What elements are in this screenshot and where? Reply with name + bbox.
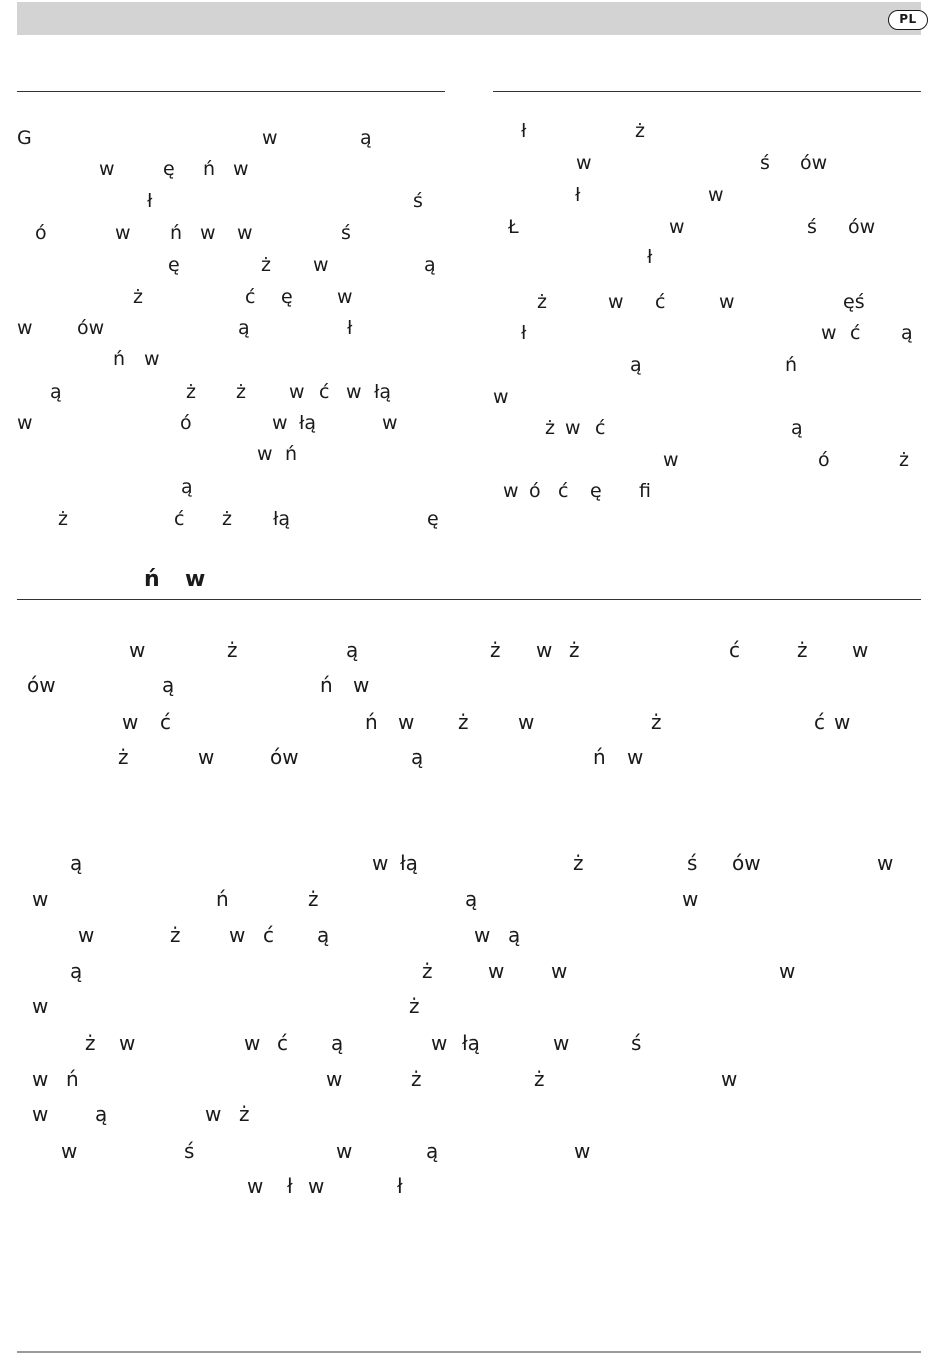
section-heading — [17, 567, 417, 592]
text-fragment: w — [326, 1067, 343, 1091]
text-fragment: w — [257, 443, 273, 465]
text-fragment: w — [682, 887, 699, 911]
text-fragment: ż — [133, 286, 143, 308]
text-fragment: w — [663, 449, 679, 471]
text-fragment: ż — [85, 1031, 96, 1055]
text-fragment: ą — [162, 673, 175, 697]
text-fragment: ć — [277, 1031, 288, 1055]
text-fragment: ń — [66, 1067, 79, 1091]
text-fragment: w — [233, 158, 249, 180]
text-fragment: ś — [631, 1031, 642, 1055]
text-fragment: ą — [70, 959, 83, 983]
text-fragment: ć — [174, 508, 185, 530]
text-fragment: ć — [814, 710, 825, 734]
text-fragment: ą — [791, 417, 803, 439]
text-fragment: w — [518, 710, 535, 734]
text-fragment: w — [200, 222, 216, 244]
text-fragment: ń — [365, 710, 378, 734]
text-fragment: ż — [411, 1067, 422, 1091]
text-fragment: łą — [299, 412, 317, 434]
paragraph-2 — [17, 851, 921, 1203]
text-fragment: w — [353, 673, 370, 697]
text-fragment: ż — [537, 291, 547, 313]
text-fragment: w — [244, 1031, 261, 1055]
text-fragment: w — [289, 381, 305, 403]
text-fragment: ł — [521, 322, 527, 344]
text-fragment: ą — [360, 127, 372, 149]
text-fragment: ń — [170, 222, 183, 244]
text-fragment: ń — [593, 745, 606, 769]
text-fragment: ć — [319, 381, 330, 403]
text-fragment: w — [337, 286, 353, 308]
text-fragment: w — [576, 152, 592, 174]
text-fragment: ó — [180, 412, 192, 434]
text-fragment: łą — [374, 381, 392, 403]
text-fragment: w — [32, 994, 49, 1018]
text-fragment: ż — [58, 508, 68, 530]
text-fragment: ż — [409, 994, 420, 1018]
text-fragment: w — [229, 923, 246, 947]
text-fragment: w — [627, 745, 644, 769]
text-fragment: ó — [818, 449, 830, 471]
text-fragment: w — [129, 638, 146, 662]
text-fragment: ów — [270, 745, 299, 769]
text-fragment: ń — [785, 354, 798, 376]
text-fragment: ł — [287, 1174, 293, 1198]
text-fragment: w — [313, 254, 329, 276]
left-column-rule — [17, 91, 445, 92]
section-rule — [17, 599, 921, 600]
text-fragment: w — [115, 222, 131, 244]
text-fragment: w — [61, 1139, 78, 1163]
text-fragment: ż — [239, 1102, 250, 1126]
footer-rule — [17, 1351, 921, 1353]
text-fragment: ą — [95, 1102, 108, 1126]
text-fragment: ą — [424, 254, 436, 276]
text-fragment: ż — [458, 710, 469, 734]
text-fragment: ó — [35, 222, 47, 244]
text-fragment: ż — [899, 449, 909, 471]
text-fragment: ą — [901, 322, 913, 344]
text-fragment: ć — [850, 322, 861, 344]
text-fragment: w — [503, 480, 519, 502]
text-fragment: w — [669, 216, 685, 238]
text-fragment: w — [17, 412, 33, 434]
text-fragment: ą — [508, 923, 521, 947]
text-fragment: ż — [227, 638, 238, 662]
text-fragment: w — [719, 291, 735, 313]
text-fragment: G — [17, 127, 32, 149]
text-fragment: ęś — [843, 291, 865, 313]
text-fragment: ą — [346, 638, 359, 662]
right-column-rule — [493, 91, 921, 92]
text-fragment: ą — [70, 851, 83, 875]
text-fragment: w — [144, 348, 160, 370]
text-fragment: w — [32, 1067, 49, 1091]
text-fragment: w — [32, 1102, 49, 1126]
text-fragment: łą — [462, 1031, 480, 1055]
text-fragment: w — [398, 710, 415, 734]
text-fragment: w — [431, 1031, 448, 1055]
text-fragment: ś — [184, 1139, 195, 1163]
text-fragment: ą — [238, 317, 250, 339]
text-fragment: w — [382, 412, 398, 434]
text-fragment: ą — [50, 381, 62, 403]
text-fragment: ń — [216, 887, 229, 911]
text-fragment: ć — [729, 638, 740, 662]
text-fragment: w — [78, 923, 95, 947]
left-column-text — [17, 127, 445, 530]
text-fragment: łą — [273, 508, 291, 530]
text-fragment: w — [474, 923, 491, 947]
text-fragment: w — [372, 851, 389, 875]
text-fragment: ów — [848, 216, 876, 238]
text-fragment: ż — [422, 959, 433, 983]
text-fragment: ę — [281, 286, 293, 308]
text-fragment: ż — [186, 381, 196, 403]
text-fragment: w — [536, 638, 553, 662]
text-fragment: w — [834, 710, 851, 734]
text-fragment: w — [32, 887, 49, 911]
text-fragment: Ł — [508, 216, 519, 238]
text-fragment: ś — [687, 851, 698, 875]
text-fragment: w — [877, 851, 894, 875]
text-fragment: w — [708, 184, 724, 206]
text-fragment: ż — [236, 381, 246, 403]
text-fragment: ł — [397, 1174, 403, 1198]
text-fragment: ów — [732, 851, 761, 875]
text-fragment: w — [779, 959, 796, 983]
text-fragment: ć — [558, 480, 569, 502]
text-fragment: w — [336, 1139, 353, 1163]
text-fragment: ą — [630, 354, 642, 376]
text-fragment: ów — [27, 673, 56, 697]
text-fragment: ć — [655, 291, 666, 313]
text-fragment: w — [493, 386, 509, 408]
heading-fragment: w — [185, 567, 206, 592]
text-fragment: ą — [181, 476, 193, 498]
text-fragment: ś — [413, 190, 423, 212]
text-fragment: łą — [400, 851, 418, 875]
text-fragment: ę — [427, 508, 439, 530]
text-fragment: fi — [639, 480, 651, 502]
right-column-text — [493, 120, 921, 502]
text-fragment: ś — [760, 152, 770, 174]
text-fragment: w — [821, 322, 837, 344]
text-fragment: w — [346, 381, 362, 403]
text-fragment: ł — [575, 184, 581, 206]
text-fragment: ś — [807, 216, 817, 238]
text-fragment: ą — [317, 923, 330, 947]
text-fragment: ę — [168, 254, 180, 276]
text-fragment: w — [488, 959, 505, 983]
text-fragment: w — [122, 710, 139, 734]
paragraph-1 — [17, 638, 921, 770]
text-fragment: ł — [521, 120, 527, 142]
text-fragment: ż — [651, 710, 662, 734]
text-fragment: ż — [308, 887, 319, 911]
text-fragment: ć — [245, 286, 256, 308]
text-fragment: ą — [331, 1031, 344, 1055]
text-fragment: w — [247, 1174, 264, 1198]
text-fragment: ń — [113, 348, 126, 370]
text-fragment: ć — [595, 417, 606, 439]
text-fragment: ó — [529, 480, 541, 502]
text-fragment: ń — [285, 443, 298, 465]
text-fragment: ę — [590, 480, 602, 502]
text-fragment: ń — [203, 158, 216, 180]
text-fragment: ż — [170, 923, 181, 947]
text-fragment: ż — [534, 1067, 545, 1091]
text-fragment: w — [608, 291, 624, 313]
text-fragment: ż — [222, 508, 232, 530]
text-fragment: ż — [261, 254, 271, 276]
text-fragment: w — [99, 158, 115, 180]
text-fragment: w — [205, 1102, 222, 1126]
text-fragment: ł — [347, 317, 353, 339]
text-fragment: w — [272, 412, 288, 434]
text-fragment: ń — [320, 673, 333, 697]
text-fragment: ż — [490, 638, 501, 662]
text-fragment: ów — [77, 317, 105, 339]
text-fragment: ł — [147, 190, 153, 212]
text-fragment: ż — [545, 417, 555, 439]
text-fragment: ć — [263, 923, 274, 947]
text-fragment: ę — [163, 158, 175, 180]
text-fragment: ów — [800, 152, 828, 174]
text-fragment: ą — [465, 887, 478, 911]
header-bar — [17, 2, 921, 35]
text-fragment: ś — [341, 222, 351, 244]
text-fragment: w — [574, 1139, 591, 1163]
text-fragment: w — [553, 1031, 570, 1055]
text-fragment: ż — [118, 745, 129, 769]
heading-fragment: ń — [144, 567, 160, 592]
text-fragment: ż — [573, 851, 584, 875]
text-fragment: w — [852, 638, 869, 662]
text-fragment: ż — [797, 638, 808, 662]
text-fragment: w — [721, 1067, 738, 1091]
text-fragment: w — [308, 1174, 325, 1198]
language-badge: PL — [888, 10, 928, 30]
text-fragment: w — [17, 317, 33, 339]
text-fragment: ć — [160, 710, 171, 734]
text-fragment: ł — [647, 246, 653, 268]
text-fragment: w — [565, 417, 581, 439]
text-fragment: ż — [569, 638, 580, 662]
text-fragment: w — [237, 222, 253, 244]
text-fragment: w — [262, 127, 278, 149]
text-fragment: w — [198, 745, 215, 769]
text-fragment: w — [119, 1031, 136, 1055]
text-fragment: ą — [426, 1139, 439, 1163]
text-fragment: w — [551, 959, 568, 983]
text-fragment: ż — [635, 120, 645, 142]
text-fragment: ą — [411, 745, 424, 769]
